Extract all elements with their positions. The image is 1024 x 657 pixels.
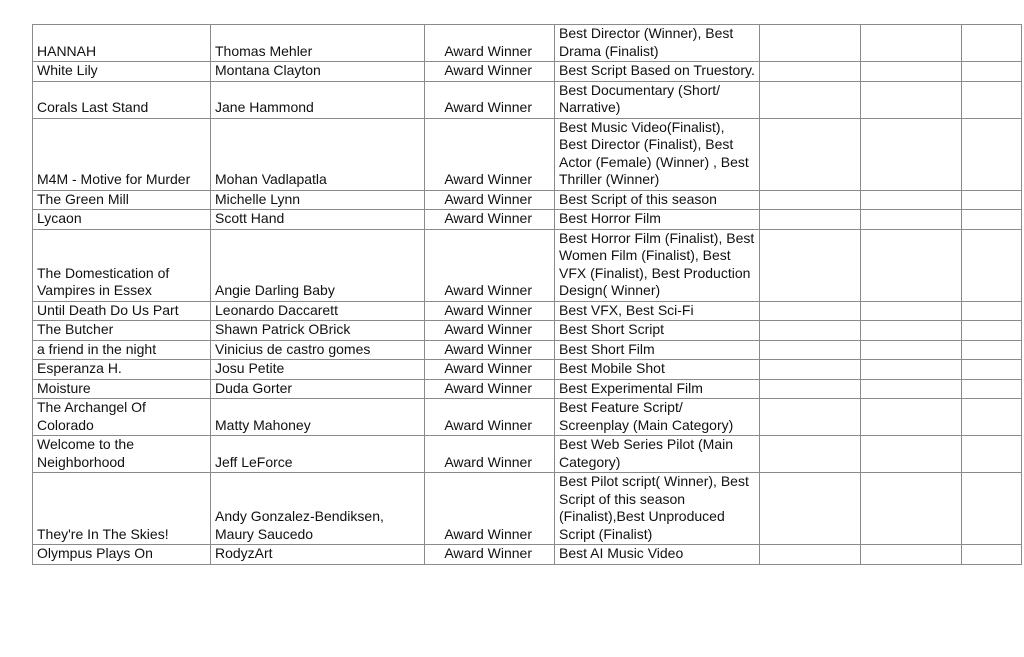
status-cell[interactable]: Award Winner (425, 473, 555, 545)
award-cell[interactable] (555, 360, 760, 380)
film-title-cell[interactable]: Until Death Do Us Part (33, 301, 211, 321)
empty-cell-c[interactable] (962, 473, 1022, 545)
award-cell[interactable] (555, 81, 760, 118)
award-line: Best Director (Finalist), Best (559, 136, 734, 152)
film-title-line: Welcome to the (37, 436, 135, 452)
empty-cell-a[interactable] (760, 118, 861, 190)
empty-cell-b[interactable] (861, 190, 962, 210)
creator-cell[interactable]: RodyzArt (211, 545, 425, 565)
creator-cell[interactable]: Josu Petite (211, 360, 425, 380)
award-cell[interactable] (555, 118, 760, 190)
award-cell[interactable] (555, 340, 760, 360)
award-line: Best Script Based on Truestory. (559, 62, 755, 78)
award-line: Best VFX, Best Sci-Fi (559, 301, 694, 318)
status-cell[interactable]: Award Winner (425, 360, 555, 380)
award-line: Best Documentary (Short/ (559, 81, 721, 98)
film-title-cell[interactable]: The Green Mill (33, 190, 211, 210)
table-row (33, 360, 1022, 380)
empty-cell-c[interactable] (962, 379, 1022, 399)
film-title-cell[interactable]: a friend in the night (33, 340, 211, 360)
film-title-cell[interactable]: Olympus Plays On (33, 545, 211, 565)
status-cell[interactable]: Award Winner (425, 62, 555, 82)
award-line: Best AI Music Video (559, 545, 684, 561)
film-title-cell[interactable] (33, 229, 211, 301)
award-line: Best Script of this season (559, 190, 717, 207)
table-row (33, 81, 1022, 118)
award-line: Screenplay (Main Category) (559, 416, 734, 433)
film-title-cell[interactable]: Lycaon (33, 210, 211, 230)
status-cell[interactable]: Award Winner (425, 301, 555, 321)
award-line: Best Mobile Shot (559, 360, 665, 376)
creator-line: Maury Saucedo (215, 525, 314, 542)
status-cell[interactable]: Award Winner (425, 210, 555, 230)
film-title-cell[interactable]: Esperanza H. (33, 360, 211, 380)
empty-cell-c[interactable] (962, 360, 1022, 380)
table-row (33, 25, 1022, 62)
film-title-cell[interactable] (33, 436, 211, 473)
empty-cell-b[interactable] (861, 210, 962, 230)
award-cell[interactable] (555, 301, 760, 321)
empty-cell-c[interactable] (962, 545, 1022, 565)
creator-cell[interactable]: Jane Hammond (211, 81, 425, 118)
empty-cell-a[interactable] (760, 360, 861, 380)
status-cell[interactable]: Award Winner (425, 436, 555, 473)
awards-table (32, 24, 1022, 565)
empty-cell-a[interactable] (760, 399, 861, 436)
creator-cell[interactable]: Jeff LeForce (211, 436, 425, 473)
status-cell[interactable]: Award Winner (425, 81, 555, 118)
award-line: Script of this season (559, 490, 686, 507)
empty-cell-b[interactable] (861, 545, 962, 565)
award-cell[interactable] (555, 436, 760, 473)
empty-cell-c[interactable] (962, 190, 1022, 210)
status-cell[interactable]: Award Winner (425, 379, 555, 399)
table-row (33, 545, 1022, 565)
film-title-cell[interactable]: The Butcher (33, 321, 211, 341)
award-line: Narrative) (559, 99, 621, 115)
status-cell[interactable]: Award Winner (425, 190, 555, 210)
creator-cell[interactable]: Leonardo Daccarett (211, 301, 425, 321)
empty-cell-c[interactable] (962, 340, 1022, 360)
award-line: Actor (Female) (Winner) , Best (559, 153, 749, 170)
film-title-line: The Archangel Of (37, 399, 146, 415)
award-line: Script (Finalist) (559, 525, 653, 542)
empty-cell-c[interactable] (962, 62, 1022, 82)
film-title-cell[interactable]: M4M - Motive for Murder (33, 118, 211, 190)
status-cell[interactable]: Award Winner (425, 25, 555, 62)
empty-cell-a[interactable] (760, 301, 861, 321)
film-title-line: Colorado (37, 416, 94, 433)
film-title-line: Neighborhood (37, 453, 125, 470)
empty-cell-a[interactable] (760, 25, 861, 62)
empty-cell-c[interactable] (962, 399, 1022, 436)
creator-cell[interactable]: Mohan Vadlapatla (211, 118, 425, 190)
creator-cell[interactable]: Scott Hand (211, 210, 425, 230)
award-cell[interactable] (555, 190, 760, 210)
award-line: Best Music Video(Finalist), (559, 118, 725, 135)
award-cell[interactable] (555, 399, 760, 436)
creator-cell[interactable]: Michelle Lynn (211, 190, 425, 210)
film-title-cell[interactable]: HANNAH (33, 25, 211, 62)
empty-cell-b[interactable] (861, 62, 962, 82)
empty-cell-b[interactable] (861, 118, 962, 190)
empty-cell-a[interactable] (760, 190, 861, 210)
award-line: Best Horror Film (559, 210, 661, 226)
award-line: Best Web Series Pilot (Main (559, 436, 734, 452)
empty-cell-c[interactable] (962, 301, 1022, 321)
creator-line: Andy Gonzalez-Bendiksen, (215, 508, 384, 524)
empty-cell-c[interactable] (962, 210, 1022, 230)
award-line: (Finalist),Best Unproduced (559, 508, 725, 524)
award-line: Thriller (Winner) (559, 171, 660, 187)
award-cell[interactable] (555, 473, 760, 545)
empty-cell-b[interactable] (861, 340, 962, 360)
empty-cell-a[interactable] (760, 210, 861, 230)
award-line: Best Short Script (559, 321, 665, 337)
empty-cell-a[interactable] (760, 473, 861, 545)
empty-cell-b[interactable] (861, 321, 962, 341)
empty-cell-b[interactable] (861, 360, 962, 380)
empty-cell-c[interactable] (962, 436, 1022, 473)
status-cell[interactable]: Award Winner (425, 321, 555, 341)
table-row (33, 321, 1022, 341)
empty-cell-a[interactable] (760, 62, 861, 82)
award-cell[interactable] (555, 545, 760, 565)
empty-cell-c[interactable] (962, 25, 1022, 62)
creator-cell[interactable]: Matty Mahoney (211, 399, 425, 436)
empty-cell-b[interactable] (861, 379, 962, 399)
status-cell[interactable]: Award Winner (425, 340, 555, 360)
award-line: Design( Winner) (559, 282, 661, 298)
award-line: Drama (Finalist) (559, 42, 659, 59)
creator-cell[interactable]: Duda Gorter (211, 379, 425, 399)
awards-table-body (33, 25, 1022, 565)
empty-cell-a[interactable] (760, 436, 861, 473)
table-row (33, 399, 1022, 436)
table-row (33, 340, 1022, 360)
table-row (33, 62, 1022, 82)
table-row (33, 301, 1022, 321)
table-row (33, 473, 1022, 545)
empty-cell-c[interactable] (962, 321, 1022, 341)
award-line: Best Feature Script/ (559, 399, 683, 415)
film-title-cell[interactable]: Moisture (33, 379, 211, 399)
award-cell[interactable] (555, 25, 760, 62)
award-cell[interactable] (555, 321, 760, 341)
creator-cell[interactable]: Thomas Mehler (211, 25, 425, 62)
award-line: Best Director (Winner), Best (559, 25, 734, 41)
film-title-cell[interactable]: White Lily (33, 62, 211, 82)
award-cell[interactable] (555, 210, 760, 230)
empty-cell-b[interactable] (861, 81, 962, 118)
award-line: Best Horror Film (Finalist), Best (559, 229, 755, 246)
award-cell[interactable] (555, 379, 760, 399)
creator-cell[interactable]: Vinicius de castro gomes (211, 340, 425, 360)
empty-cell-b[interactable] (861, 301, 962, 321)
status-cell[interactable]: Award Winner (425, 229, 555, 301)
creator-cell[interactable]: Shawn Patrick OBrick (211, 321, 425, 341)
status-cell[interactable]: Award Winner (425, 545, 555, 565)
film-title-cell[interactable]: Corals Last Stand (33, 81, 211, 118)
table-row (33, 436, 1022, 473)
creator-cell[interactable]: Angie Darling Baby (211, 229, 425, 301)
creator-cell[interactable]: Montana Clayton (211, 62, 425, 82)
award-cell[interactable] (555, 62, 760, 82)
award-line: Category) (559, 453, 621, 470)
status-cell[interactable]: Award Winner (425, 118, 555, 190)
empty-cell-b[interactable] (861, 473, 962, 545)
table-row (33, 379, 1022, 399)
award-line: Best Pilot script( Winner), Best (559, 473, 749, 489)
empty-cell-c[interactable] (962, 229, 1022, 301)
award-line: VFX (Finalist), Best Production (559, 264, 751, 281)
table-row (33, 190, 1022, 210)
film-title-cell[interactable] (33, 399, 211, 436)
empty-cell-b[interactable] (861, 436, 962, 473)
film-title-line: The Domestication of (37, 264, 170, 281)
empty-cell-a[interactable] (760, 545, 861, 565)
empty-cell-a[interactable] (760, 321, 861, 341)
empty-cell-c[interactable] (962, 81, 1022, 118)
award-cell[interactable] (555, 229, 760, 301)
table-row (33, 229, 1022, 301)
empty-cell-a[interactable] (760, 379, 861, 399)
empty-cell-b[interactable] (861, 229, 962, 301)
status-cell[interactable]: Award Winner (425, 399, 555, 436)
film-title-line: Vampires in Essex (37, 282, 152, 298)
film-title-cell[interactable]: They're In The Skies! (33, 473, 211, 545)
award-line: Women Film (Finalist), Best (559, 247, 731, 263)
empty-cell-a[interactable] (760, 340, 861, 360)
empty-cell-b[interactable] (861, 399, 962, 436)
table-row (33, 118, 1022, 190)
table-row (33, 210, 1022, 230)
award-line: Best Experimental Film (559, 379, 703, 396)
award-line: Best Short Film (559, 340, 655, 357)
empty-cell-c[interactable] (962, 118, 1022, 190)
empty-cell-b[interactable] (861, 25, 962, 62)
empty-cell-a[interactable] (760, 229, 861, 301)
creator-cell[interactable] (211, 473, 425, 545)
empty-cell-a[interactable] (760, 81, 861, 118)
